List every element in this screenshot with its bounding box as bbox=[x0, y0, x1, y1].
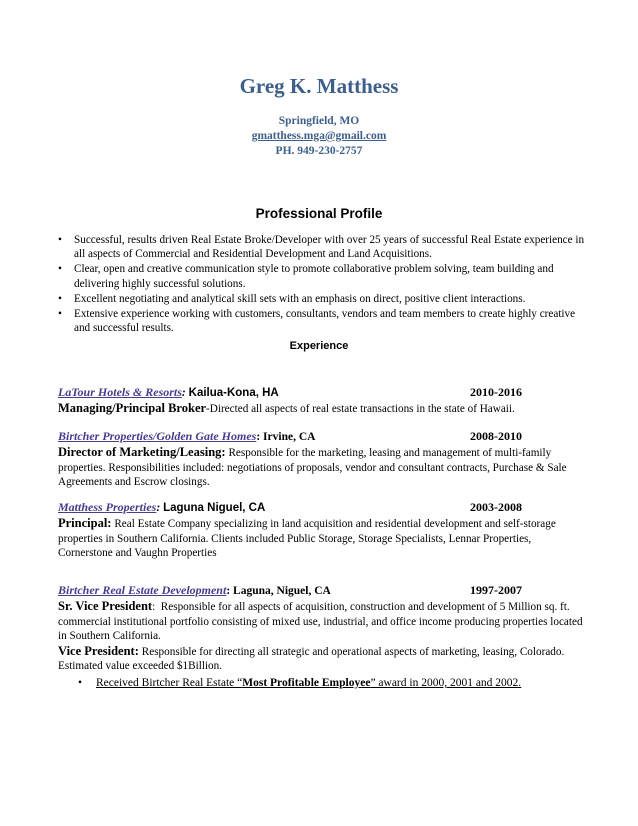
job-description: Responsible for all aspects of acquisition, construction and development of 5 Million sq. ft. commercial institutional portfolio consisting of mixed use, industrial, and office income producing properties located in Southern California. bbox=[58, 601, 583, 642]
profile-bullet: • Excellent negotiating and analytical skill sets with an emphasis on direct, positive client interactions. bbox=[58, 292, 526, 305]
job-entry: Birtcher Properties/Golden Gate Homes: Irvine, CA 2008-2010 Director of Marketing/Leasing: Responsible for the marketing, leasing and management of multi-family properties. Responsibilities included: negotiations of proposals, vendor and consultant contracts, Purchase & Sale Agreements and Escrow closings. bbox=[58, 429, 567, 488]
job-company: Matthess Properties bbox=[58, 500, 157, 514]
job-role: Sr. Vice President bbox=[58, 599, 153, 613]
profile-bullet-list bbox=[58, 233, 588, 336]
job-location: Laguna Niguel, CA bbox=[163, 502, 266, 514]
candidate-phone: PH. 949-230-2757 bbox=[275, 145, 363, 157]
award-highlight: Most Profitable Employee bbox=[242, 677, 371, 689]
job-entry: LaTour Hotels & Resorts: Kailua-Kona, HA 2010-2016 Managing/Principal Broker-Directed all aspects of real estate transactions in the state of Hawaii. bbox=[58, 385, 522, 415]
candidate-city: Springfield, MO bbox=[278, 115, 360, 127]
job-company: Birtcher Properties/Golden Gate Homes bbox=[58, 429, 257, 443]
job-years: 1997-2007 bbox=[470, 583, 522, 597]
job-location: Kailua-Kona, HA bbox=[188, 387, 279, 399]
profile-section-title: Professional Profile bbox=[255, 206, 383, 221]
candidate-email-link[interactable]: gmatthess.mga@gmail.com bbox=[251, 130, 387, 142]
job-company: LaTour Hotels & Resorts bbox=[58, 385, 182, 399]
job-role: Principal: bbox=[58, 516, 112, 530]
award-text-suffix: ” award in 2000, 2001 and 2002. bbox=[370, 677, 522, 689]
job-company: Birtcher Real Estate Development bbox=[58, 583, 227, 597]
bullet-icon: • bbox=[58, 308, 62, 321]
job-description: -Directed all aspects of real estate transactions in the state of Hawaii. bbox=[206, 403, 515, 415]
profile-bullet: • Successful, results driven Real Estate Broke/Developer with over 25 years of successful Real Estate experience in all aspects of Commercial and Residential Development and Land Acquisitions. bbox=[58, 234, 585, 261]
job-role-secondary: Vice President: bbox=[58, 643, 139, 658]
candidate-name: Greg K. Matthess bbox=[239, 74, 399, 98]
bullet-icon: • bbox=[78, 677, 83, 689]
bullet-icon: • bbox=[58, 234, 62, 246]
job-role: Managing/Principal Broker bbox=[58, 401, 207, 415]
job-entry: Matthess Properties: Laguna Niguel, CA 2003-2008 Principal: Real Estate Company specializing in land acquisition and residential development and self-storage properties in Southern California. Clients included Public Storage, Storage Specialists, Lennar Properties, Cornerstone and Vaughn Properties bbox=[58, 500, 556, 559]
experience-section-title: Experience bbox=[289, 340, 349, 352]
job-description: Real Estate Company specializing in land acquisition and residential development and self-storage properties in Southern California. Clients included Public Storage, Storage Specialists, Lennar Properties, Cornerstone and Vaughn Properties bbox=[58, 518, 556, 559]
job-entry: Birtcher Real Estate Development: Laguna, Niguel, CA 1997-2007 Sr. Vice President: Responsible for all aspects of acquisition, construction and development of 5 Million sq. ft. commercial institutional portfolio consisting of mixed use, industrial, and office income producing properties located in Southern California. Vice President: Responsible for directing all strategic and operational aspects of marketing, leasing, Colorado. Estimated value exceeded $1Billion. bbox=[58, 583, 583, 672]
bullet-icon: • bbox=[58, 263, 62, 276]
job-location: Irvine, CA bbox=[263, 431, 316, 443]
award-text-prefix: Received Birtcher Real Estate “ bbox=[96, 677, 243, 689]
profile-bullet: • Extensive experience working with customers, consultants, vendors and team members to create highly creative and successful results. bbox=[58, 308, 576, 335]
job-role: Director of Marketing/Leasing: bbox=[58, 445, 226, 459]
job-years: 2010-2016 bbox=[470, 385, 522, 399]
profile-bullet: • Clear, open and creative communication style to promote collaborative problem solving, team building and delivering highly successful solutions. bbox=[58, 263, 554, 290]
job-description-secondary: Responsible for directing all strategic and operational aspects of marketing, leasing, Colorado. Estimated value exceeded $1Billion. bbox=[58, 645, 565, 672]
job-location: Laguna, Niguel, CA bbox=[233, 585, 331, 597]
job-description: Responsible for the marketing, leasing and management of multi-family properties. Responsibilities included: negotiations of proposals, vendor and consultant contracts, Purchase & Sale Agreements and Escrow closings. bbox=[58, 447, 567, 488]
bullet-icon: • bbox=[58, 292, 62, 305]
job-years: 2008-2010 bbox=[470, 429, 522, 443]
job-years: 2003-2008 bbox=[470, 500, 522, 514]
